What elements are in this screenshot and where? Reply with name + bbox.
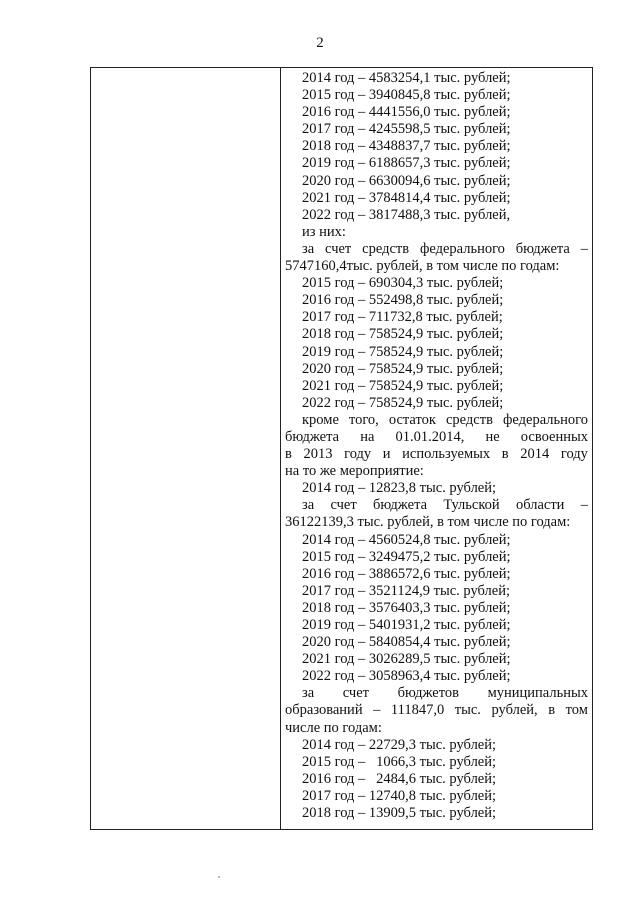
word: бюджета xyxy=(372,497,428,514)
word: бюджета xyxy=(515,240,570,257)
word: счет xyxy=(330,497,357,514)
word: тыс. xyxy=(454,702,481,719)
word: 111847,0 xyxy=(390,702,445,719)
document-table xyxy=(90,67,593,830)
text-line: 2020 год – 6630094,6 тыс. рублей; xyxy=(302,172,511,189)
word: и xyxy=(382,446,391,463)
word: 2013 xyxy=(303,446,333,463)
word: бюджетов xyxy=(397,685,459,702)
text-line: на то же мероприятие: xyxy=(285,463,424,480)
text-line: 2014 год – 12823,8 тыс. рублей; xyxy=(302,480,497,497)
text-line: 2015 год – 690304,3 тыс. рублей; xyxy=(302,275,504,292)
word: области xyxy=(515,497,565,514)
text-line xyxy=(285,446,588,463)
word: в xyxy=(501,446,509,463)
text-line: 2016 год – 2484,6 тыс. рублей; xyxy=(302,770,497,787)
text-line: числе по годам: xyxy=(285,719,382,736)
text-line: 2022 год – 3817488,3 тыс. рублей, xyxy=(302,206,511,223)
word: 01.01.2014, xyxy=(395,428,465,445)
text-line: 2016 год – 3886572,6 тыс. рублей; xyxy=(302,565,511,582)
funding-text-cell xyxy=(285,70,588,822)
word: том xyxy=(565,702,588,719)
text-line xyxy=(285,497,588,514)
text-line: 2021 год – 3026289,5 тыс. рублей; xyxy=(302,651,511,668)
text-line xyxy=(285,429,588,446)
word: кроме xyxy=(302,411,339,428)
text-line xyxy=(285,685,588,702)
word: за xyxy=(302,497,315,514)
word: – xyxy=(580,240,588,257)
text-line: из них: xyxy=(302,223,346,240)
word: счет xyxy=(342,685,369,702)
word: счет xyxy=(325,240,352,257)
text-line xyxy=(285,702,588,719)
word: – xyxy=(373,702,381,719)
column-divider xyxy=(280,68,281,829)
text-line: 36122139,3 тыс. рублей, в том числе по годам: xyxy=(285,514,571,531)
word: за xyxy=(302,685,315,702)
text-line: 2017 год – 4245598,5 тыс. рублей; xyxy=(302,121,511,138)
text-line: 2019 год – 6188657,3 тыс. рублей; xyxy=(302,155,511,172)
text-line: 2015 год – 3249475,2 тыс. рублей; xyxy=(302,548,511,565)
word: – xyxy=(580,497,588,514)
text-line: 2021 год – 3784814,4 тыс. рублей; xyxy=(302,189,511,206)
text-line: 2022 год – 758524,9 тыс. рублей; xyxy=(302,394,504,411)
word: федерального xyxy=(419,240,505,257)
text-line: 2019 год – 5401931,2 тыс. рублей; xyxy=(302,617,511,633)
text-line: 2014 год – 4560524,8 тыс. рублей; xyxy=(302,531,511,548)
text-line xyxy=(285,412,588,429)
text-line: 2017 год – 12740,8 тыс. рублей; xyxy=(302,787,497,804)
text-line: 2017 год – 3521124,9 тыс. рублей; xyxy=(302,582,510,599)
page-number: 2 xyxy=(316,35,324,51)
text-line: 2015 год – 3940845,8 тыс. рублей; xyxy=(302,87,511,104)
scan-speck xyxy=(218,876,220,878)
text-line: 5747160,4тыс. рублей, в том числе по годам: xyxy=(285,258,560,275)
text-line: 2018 год – 4348837,7 тыс. рублей; xyxy=(302,138,511,155)
word: того, xyxy=(348,411,379,428)
word: Тульской xyxy=(443,497,500,514)
word: муниципальных xyxy=(487,685,588,702)
word: средств xyxy=(362,240,410,257)
text-line: 2022 год – 3058963,4 тыс. рублей; xyxy=(302,668,511,685)
word: бюджета xyxy=(285,428,340,445)
word: году xyxy=(344,446,372,463)
word: федерального xyxy=(503,411,588,428)
text-line: 2016 год – 552498,8 тыс. рублей; xyxy=(302,292,504,309)
word: за xyxy=(302,240,315,257)
text-line: 2021 год – 758524,9 тыс. рублей; xyxy=(302,377,504,394)
text-line xyxy=(285,241,588,258)
word: рублей, xyxy=(491,702,538,719)
word: освоенных xyxy=(520,428,588,445)
text-line: 2020 год – 5840854,4 тыс. рублей; xyxy=(302,634,511,651)
text-line: 2014 год – 22729,3 тыс. рублей; xyxy=(302,736,497,753)
word: на xyxy=(360,428,375,445)
word: году xyxy=(560,446,588,463)
text-line: 2018 год – 758524,9 тыс. рублей; xyxy=(302,326,504,343)
text-line: 2018 год – 3576403,3 тыс. рублей; xyxy=(302,599,511,616)
text-line: 2014 год – 4583254,1 тыс. рублей; xyxy=(302,70,511,86)
word: образований xyxy=(285,702,363,719)
text-line: 2016 год – 4441556,0 тыс. рублей; xyxy=(302,104,511,121)
word: остаток xyxy=(388,411,436,428)
text-line: 2015 год – 1066,3 тыс. рублей; xyxy=(302,753,497,770)
word: не xyxy=(485,428,500,445)
word: средств xyxy=(446,411,493,428)
text-line: 2017 год – 711732,8 тыс. рублей; xyxy=(302,309,503,326)
word: в xyxy=(548,702,556,719)
text-line: 2018 год – 13909,5 тыс. рублей; xyxy=(302,805,497,822)
text-line: 2019 год – 758524,9 тыс. рублей; xyxy=(302,343,504,360)
word: в xyxy=(285,446,292,463)
text-line: 2020 год – 758524,9 тыс. рублей; xyxy=(302,360,504,377)
word: используемых xyxy=(402,446,491,463)
word: 2014 xyxy=(520,446,550,463)
